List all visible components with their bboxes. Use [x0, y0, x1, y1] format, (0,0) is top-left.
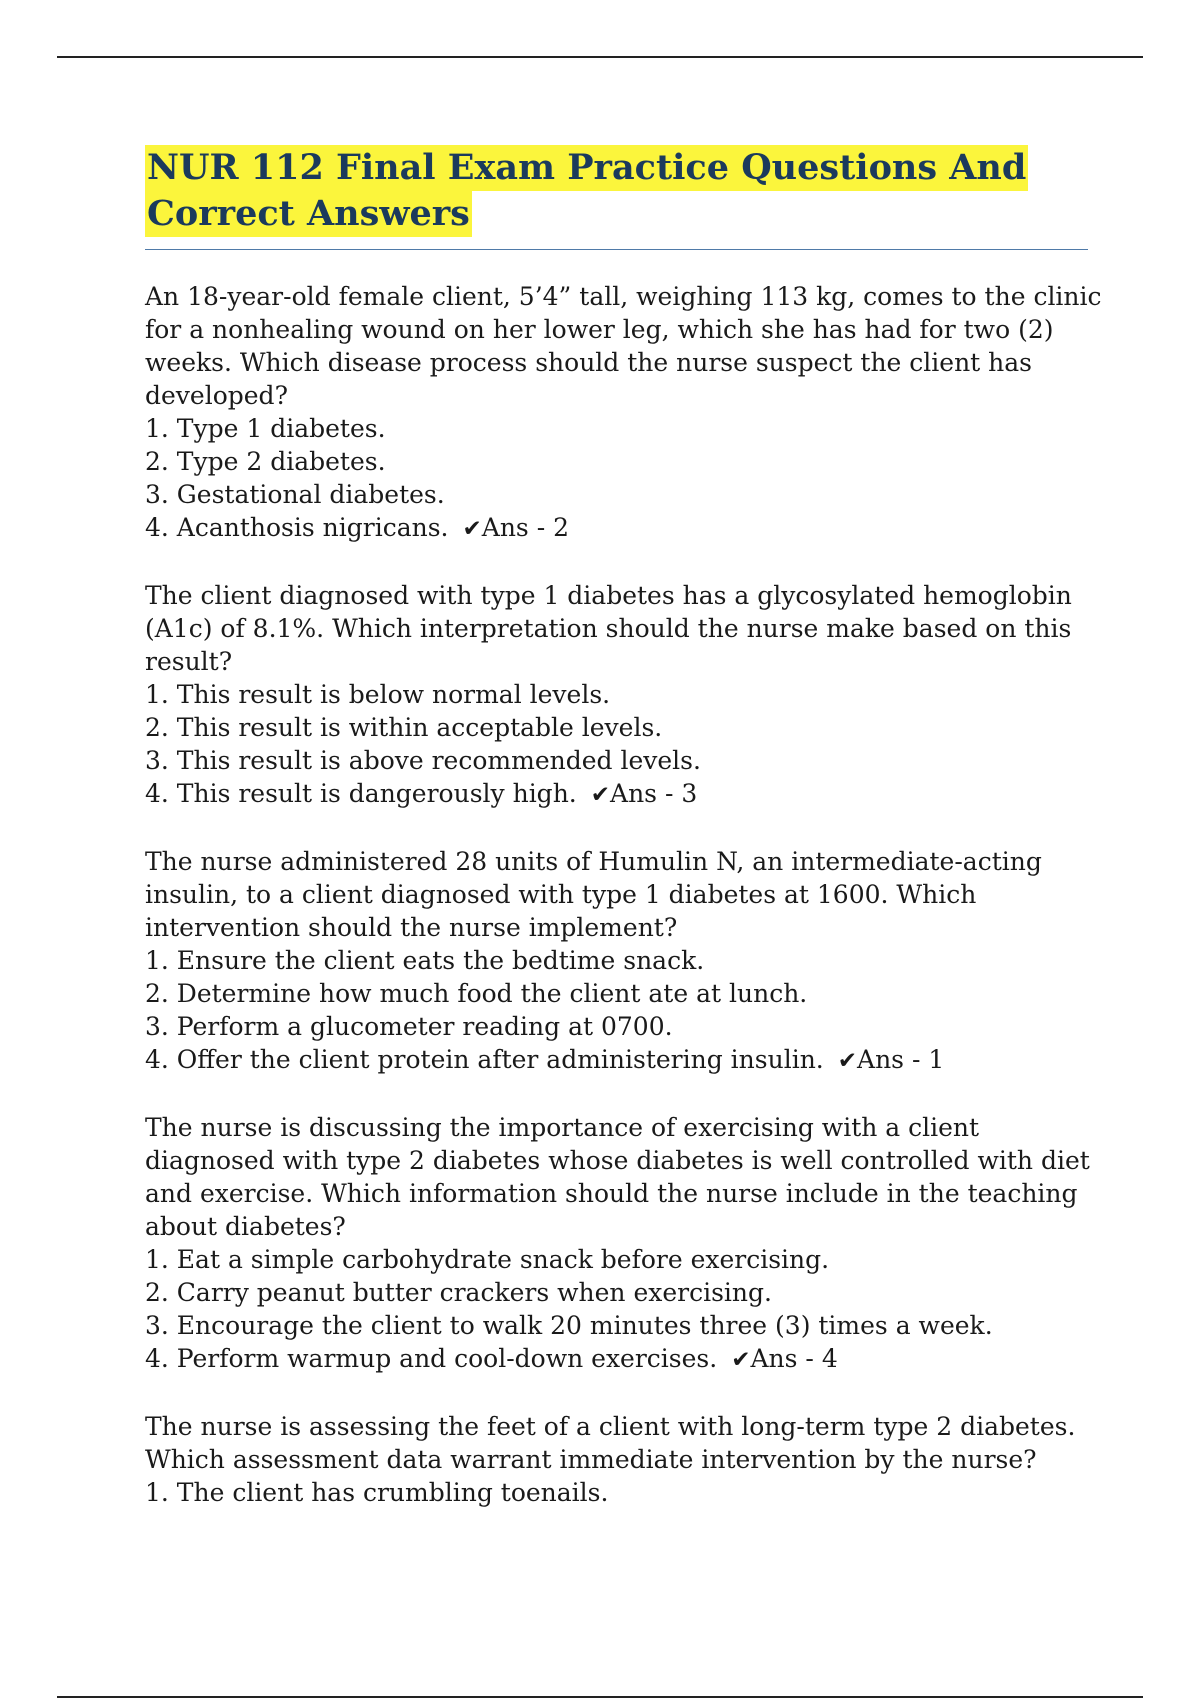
answer-key [591, 779, 698, 808]
question-list [145, 280, 1105, 1542]
option: 1. The client has crumbling toenails. [145, 1478, 609, 1507]
option: 3. Encourage the client to walk 20 minutes three (3) times a week. [145, 1311, 993, 1340]
check-mark-icon: ✔ [590, 782, 611, 808]
answer-text: Ans - 3 [610, 779, 698, 808]
question-text: The nurse administered 28 units of Humulin N, an intermediate-acting insulin, to a client diagnosed with type 1 diabetes at 1600. Which intervention should the nurse implement? [145, 847, 1042, 942]
option-with-answer [145, 1043, 1105, 1078]
page-top-rule [57, 56, 1143, 58]
option-with-answer [145, 777, 1105, 812]
answer-text: Ans - 4 [750, 1344, 838, 1373]
answer-key [838, 1045, 945, 1074]
question-1 [145, 280, 1105, 546]
option-with-answer [145, 511, 1105, 546]
option: 3. Gestational diabetes. [145, 480, 445, 509]
option: 4. This result is dangerously high. [145, 779, 577, 808]
document-title [145, 145, 1095, 237]
title-line-2: Correct Answers [145, 191, 472, 237]
page-bottom-rule [57, 1696, 1143, 1698]
option: 4. Perform warmup and cool-down exercises. [145, 1344, 718, 1373]
option: 3. This result is above recommended levels. [145, 746, 701, 775]
question-text: The client diagnosed with type 1 diabetes has a glycosylated hemoglobin (A1c) of 8.1%. Which interpretation should the nurse make based on this result? [145, 581, 1072, 676]
option: 2. Determine how much food the client ate at lunch. [145, 979, 808, 1008]
answer-text: Ans - 2 [481, 513, 570, 542]
question-text: The nurse is assessing the feet of a client with long-term type 2 diabetes. Which assessment data warrant immediate intervention by the nurse? [145, 1412, 1076, 1474]
option: 2. Carry peanut butter crackers when exercising. [145, 1278, 772, 1307]
option: 1. Ensure the client eats the bedtime snack. [145, 946, 705, 975]
option: 1. This result is below normal levels. [145, 680, 611, 709]
option: 1. Type 1 diabetes. [145, 414, 386, 443]
option: 1. Eat a simple carbohydrate snack before exercising. [145, 1245, 830, 1274]
title-line-1: NUR 112 Final Exam Practice Questions And [145, 145, 1028, 191]
title-separator [145, 249, 1088, 250]
question-text: The nurse is discussing the importance of exercising with a client diagnosed with type 2 diabetes whose diabetes is well controlled with diet and exercise. Which information should the nurse include in the teaching about diabetes? [145, 1113, 1090, 1241]
question-2 [145, 579, 1105, 812]
question-text: An 18-year-old female client, 5’4” tall, weighing 113 kg, comes to the clinic for a nonhealing wound on her lower leg, which she has had for two (2) weeks. Which disease process should the nurse suspect the client has developed? [145, 282, 1102, 410]
check-mark-icon: ✔ [731, 1347, 751, 1373]
answer-key [731, 1344, 838, 1373]
option: 3. Perform a glucometer reading at 0700. [145, 1012, 673, 1041]
option: 4. Offer the client protein after administering insulin. [145, 1045, 824, 1074]
option: 2. Type 2 diabetes. [145, 447, 386, 476]
question-3 [145, 845, 1105, 1078]
answer-text: Ans - 1 [857, 1045, 945, 1074]
check-mark-icon: ✔ [462, 516, 482, 542]
check-mark-icon: ✔ [837, 1048, 858, 1074]
question-4 [145, 1111, 1105, 1377]
option: 2. This result is within acceptable levels. [145, 713, 663, 742]
option: 4. Acanthosis nigricans. [145, 513, 449, 542]
question-5 [145, 1410, 1105, 1509]
option-with-answer [145, 1342, 1105, 1377]
answer-key [463, 513, 570, 542]
